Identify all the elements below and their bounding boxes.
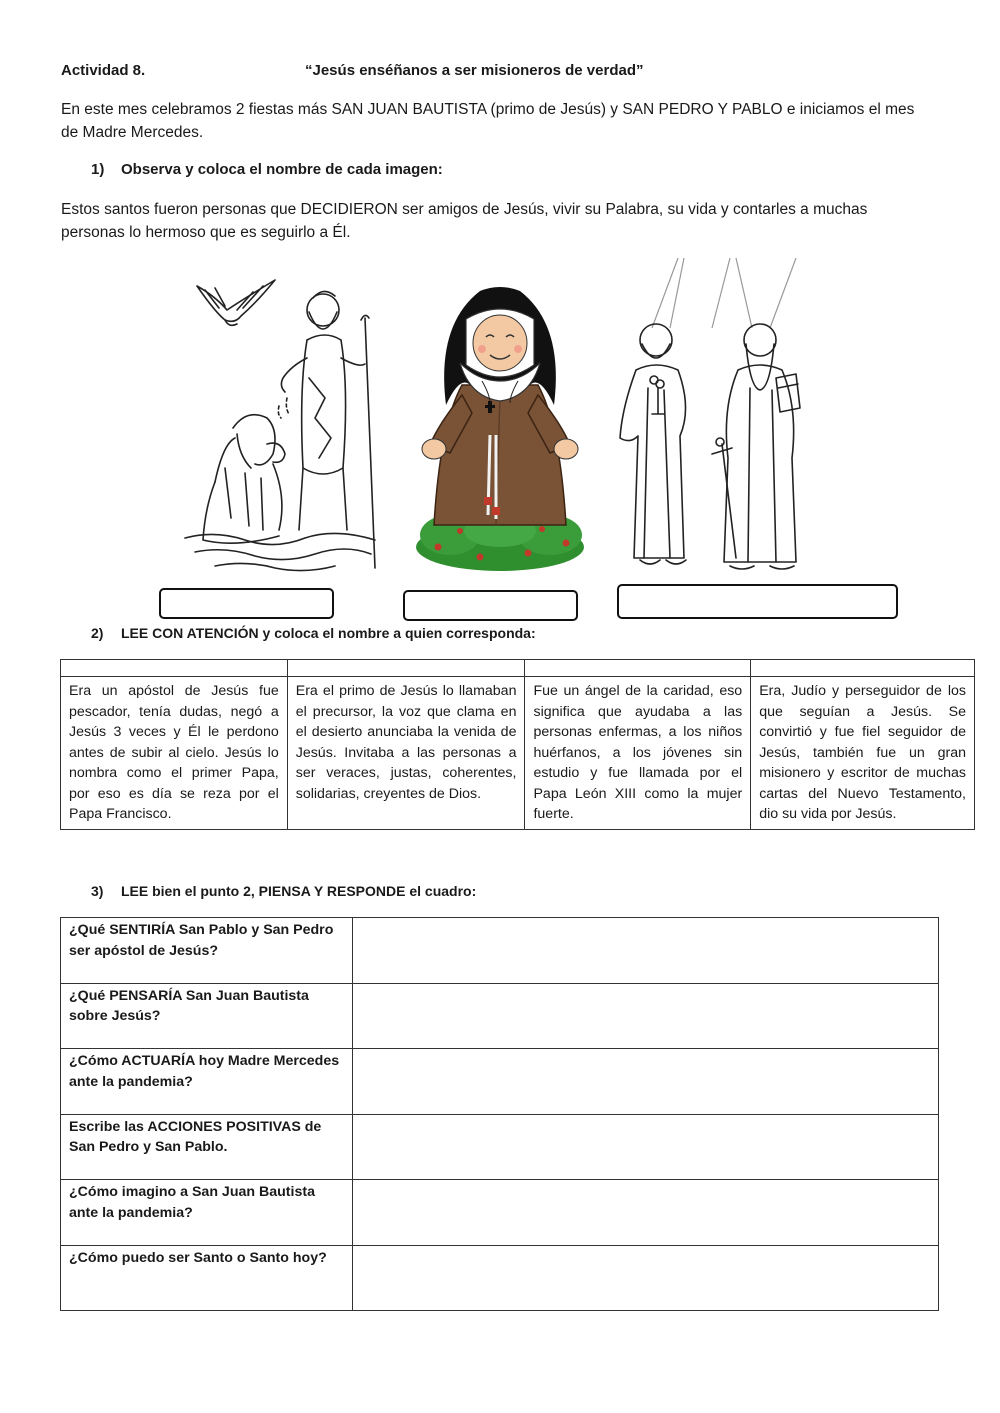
question-row bbox=[61, 983, 939, 1049]
question-row bbox=[61, 1180, 939, 1246]
intro-paragraph: En este mes celebramos 2 fiestas más SAN JUAN BAUTISTA (primo de Jesús) y SAN PEDRO Y PABLO e iniciamos el mes de Madre Mercedes. bbox=[61, 101, 915, 141]
answer-field-4[interactable] bbox=[353, 1115, 938, 1173]
john-baptist-figure bbox=[281, 291, 375, 568]
answer-field-6[interactable] bbox=[353, 1246, 938, 1304]
name-answer-cell-1[interactable] bbox=[61, 660, 288, 677]
clue-table bbox=[60, 659, 975, 830]
name-box-baptism[interactable] bbox=[159, 588, 334, 619]
name-answer-cell-3[interactable] bbox=[525, 660, 751, 677]
saint-peter-figure bbox=[620, 324, 686, 564]
question-row bbox=[61, 1245, 939, 1311]
question-cell-3: ¿Cómo ACTUARÍA hoy Madre Mercedes ante la pandemia? bbox=[61, 1049, 353, 1115]
apostles-illustration bbox=[600, 258, 820, 576]
keys-icon bbox=[650, 376, 664, 414]
question-cell-5: ¿Cómo imagino a San Juan Bautista ante la pandemia? bbox=[61, 1180, 353, 1246]
scroll-icon bbox=[776, 374, 800, 412]
question-cell-6: ¿Cómo puedo ser Santo o Santo hoy? bbox=[61, 1245, 353, 1311]
answer-field-3[interactable] bbox=[353, 1049, 938, 1107]
nun-illustration bbox=[410, 285, 590, 575]
name-answer-cell-4[interactable] bbox=[751, 660, 975, 677]
section3-number: 3) bbox=[91, 883, 104, 899]
section2-number: 2) bbox=[91, 625, 104, 641]
answer-field-1[interactable] bbox=[353, 918, 938, 976]
section1-text: Estos santos fueron personas que DECIDIERON ser amigos de Jesús, vivir su Palabra, su vida y contarles a muchas personas lo hermoso que es seguirlo a Él. bbox=[61, 201, 868, 241]
jesus-figure bbox=[203, 415, 285, 544]
question-row bbox=[61, 1049, 939, 1115]
clue-cell-1: Era un apóstol de Jesús fue pescador, tenía dudas, negó a Jesús 3 veces y Él le perdono antes de subir al cielo. Jesús lo nombra como el primer Papa, por eso es día se reza por el Papa Francisco. bbox=[61, 677, 288, 830]
name-box-apostles[interactable] bbox=[617, 584, 898, 619]
answer-field-2[interactable] bbox=[353, 984, 938, 1042]
activity-label: Actividad 8. bbox=[61, 62, 146, 79]
question-row bbox=[61, 1114, 939, 1180]
name-answer-row bbox=[61, 660, 975, 677]
section3-heading: LEE bien el punto 2, PIENSA Y RESPONDE el cuadro: bbox=[121, 883, 477, 899]
sword-icon bbox=[712, 438, 736, 558]
saint-paul-figure bbox=[712, 324, 800, 569]
name-box-nun[interactable] bbox=[403, 590, 578, 621]
name-answer-cell-2[interactable] bbox=[287, 660, 525, 677]
clue-cell-2: Era el primo de Jesús lo llamaban el precursor, la voz que clama en el desierto anunciaba la venida de Jesús. Invitaba a las personas a ser veraces, justas, coherentes, solidarias, creyentes de Dios. bbox=[287, 677, 525, 830]
clue-cell-3: Fue un ángel de la caridad, eso significa que ayudaba a las personas enfermas, a los niños huérfanos, a los jóvenes sin estudio y fue llamada por el Papa León XIII como la mujer fuerte. bbox=[525, 677, 751, 830]
baptism-illustration bbox=[175, 268, 395, 578]
clue-cell-4: Era, Judío y perseguidor de los que seguían a Jesús. Se convirtió y fue fiel seguidor de Jesús, también fue un gran misionero y escritor de muchas cartas del Nuevo Testamento, dio su vida por Jesús. bbox=[751, 677, 975, 830]
question-cell-4: Escribe las ACCIONES POSITIVAS de San Pedro y San Pablo. bbox=[61, 1114, 353, 1180]
section2-heading: LEE CON ATENCIÓN y coloca el nombre a quien corresponda: bbox=[121, 625, 536, 641]
answer-field-5[interactable] bbox=[353, 1180, 938, 1238]
questions-table bbox=[60, 917, 939, 1311]
clue-row bbox=[61, 677, 975, 830]
section1-number: 1) bbox=[91, 161, 105, 178]
question-cell-1: ¿Qué SENTIRÍA San Pablo y San Pedro ser apóstol de Jesús? bbox=[61, 918, 353, 984]
dove-icon bbox=[197, 280, 275, 325]
question-row bbox=[61, 918, 939, 984]
section1-heading: Observa y coloca el nombre de cada imagen: bbox=[121, 161, 443, 178]
page-title: “Jesús enséñanos a ser misioneros de verdad” bbox=[305, 62, 644, 79]
question-cell-2: ¿Qué PENSARÍA San Juan Bautista sobre Jesús? bbox=[61, 983, 353, 1049]
